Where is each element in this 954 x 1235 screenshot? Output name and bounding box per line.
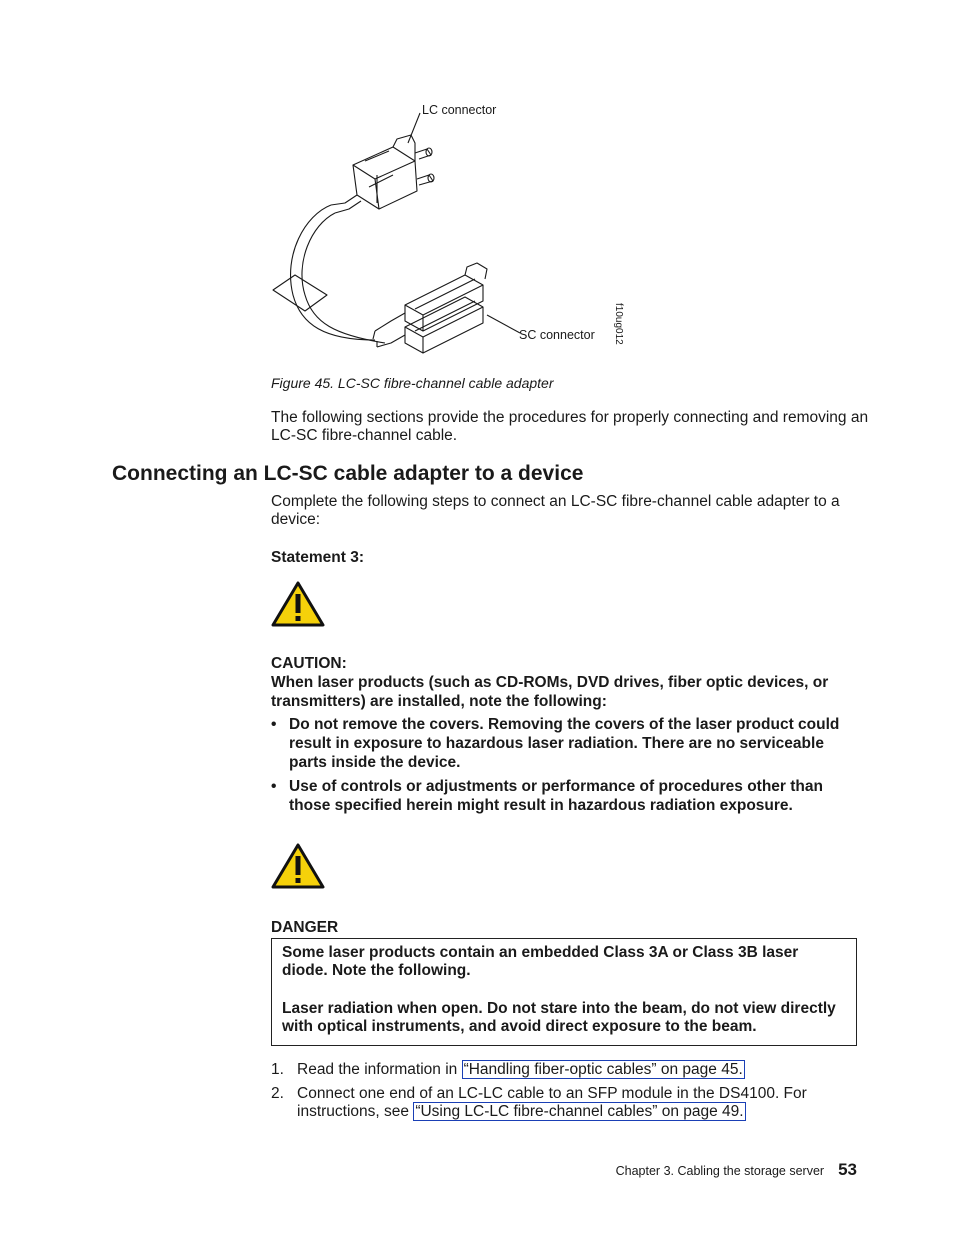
step-text: Connect one end of an LC-LC cable to an SFP module in the DS4100. For instructions, see xyxy=(297,1085,807,1120)
step-item xyxy=(271,1061,861,1079)
sc-connector-label: SC connector xyxy=(519,328,595,342)
steps-list xyxy=(271,1061,861,1127)
handling-cables-link[interactable]: “Handling fiber-optic cables” on page 45. xyxy=(463,1061,743,1078)
step-item xyxy=(271,1085,861,1121)
section-intro: Complete the following steps to connect an LC-SC fibre-channel cable adapter to a device: xyxy=(271,493,840,528)
caution-title: CAUTION: xyxy=(271,655,347,672)
caution-bullet: • Do not remove the covers. Removing the covers of the laser product could result in exposure to hazardous laser radiation. There are no serviceable parts inside the device. xyxy=(271,715,861,772)
danger-warning-icon xyxy=(271,842,325,895)
cable-adapter-figure xyxy=(265,95,635,355)
caution-bullet: • Use of controls or adjustments or performance of procedures other than those specified herein might result in hazardous radiation exposure. xyxy=(271,777,861,815)
page-number: 53 xyxy=(838,1160,857,1179)
step-text: Read the information in xyxy=(297,1061,462,1078)
danger-title: DANGER xyxy=(271,919,339,936)
section-heading: Connecting an LC-SC cable adapter to a device xyxy=(112,462,584,485)
danger-box xyxy=(271,938,857,1046)
lc-lc-cables-link[interactable]: “Using LC-LC fibre-channel cables” on page 49. xyxy=(415,1103,744,1120)
danger-line: Some laser products contain an embedded Class 3A or Class 3B laser diode. Note the following. xyxy=(282,944,799,979)
warning-icon xyxy=(271,580,325,633)
figure-caption: Figure 45. LC-SC fibre-channel cable adapter xyxy=(271,375,554,391)
footer-chapter: Chapter 3. Cabling the storage server xyxy=(615,1164,825,1178)
step-number: 2. xyxy=(271,1085,284,1102)
statement-label: Statement 3: xyxy=(271,549,365,566)
lc-sc-adapter-illustration xyxy=(265,95,635,355)
intro-paragraph: The following sections provide the procedures for properly connecting and removing an LC-SC fibre-channel cable. xyxy=(271,409,869,444)
lc-connector-label: LC connector xyxy=(422,103,497,117)
caution-text: When laser products (such as CD-ROMs, DVD drives, fiber optic devices, or transmitters) are installed, note the following: xyxy=(271,674,829,710)
step-number: 1. xyxy=(271,1061,284,1078)
caution-list xyxy=(271,715,861,820)
page-footer xyxy=(616,1160,857,1180)
figure-code: f10ug012 xyxy=(613,303,624,345)
danger-line: Laser radiation when open. Do not stare into the beam, do not view directly with optical instruments, and avoid direct exposure to the beam. xyxy=(282,1000,836,1035)
